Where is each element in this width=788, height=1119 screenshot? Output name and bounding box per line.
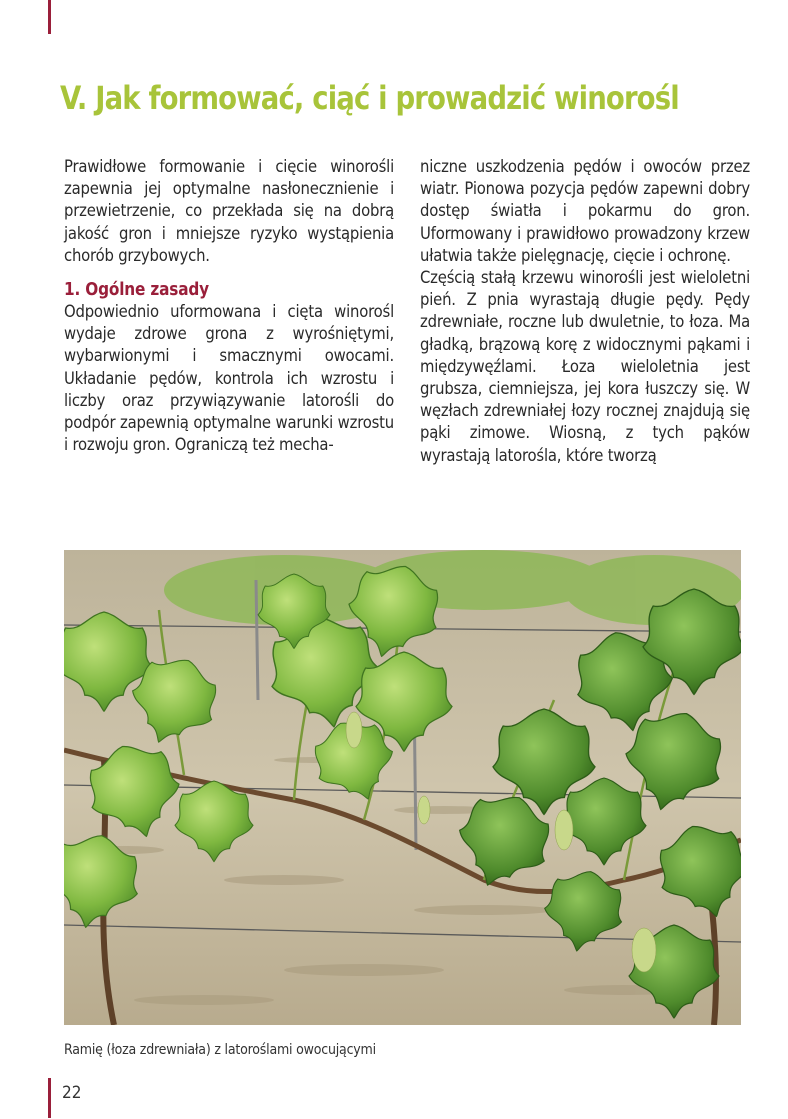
chapter-title: V. Jak formować, ciąć i prowadzić winorośl [60, 79, 679, 118]
section-paragraph-1-part-2: niczne uszkodzenia pędów i owoców przez wiatr. Pionowa pozycja pędów zapewni dobry dostęp światła i pokarmu do gron. Uformowany i prawidłowo prowadzony krzew ułatwia także pielęgnację, cięcie i ochronę. [420, 157, 750, 265]
text-column-right [420, 156, 750, 467]
text-column-left [64, 156, 394, 456]
margin-accent-bar-top [48, 0, 51, 34]
section-paragraph-1-part-1: Odpowiednio uformowana i cięta winorośl wydaje zdrowe grona z wyrośniętymi, wybarwionymi i smacznymi owocami. Układanie pędów, kontrola ich wzrostu i liczby oraz przywiązywanie latorośli do podpór zapewnią optymalne warunki wzrostu i rozwoju gron. Ograniczą też mecha- [64, 302, 394, 455]
section-paragraph-2: Częścią stałą krzewu winorośli jest wieloletni pień. Z pnia wyrastają długie pędy. Pędy zdrewniałe, roczne lub dwuletnie, to łoza. Ma gładką, brązową korę z widocznymi pąkami i międzywęźlami. Łoza wieloletnia jest grubsza, ciemniejsza, jej kora łuszczy się. W węzłach zdrewniałej łozy rocznej znajdują się pąki zimowe. Wiosną, z tych pąków wyrastają latorośla, które tworzą [420, 268, 750, 465]
vineyard-photo [64, 550, 741, 1025]
margin-accent-bar-bottom [48, 1078, 51, 1118]
intro-paragraph: Prawidłowe formowanie i cięcie winorośli zapewnia jej optymalne nasłonecznienie i przewietrzenie, co przekłada się na dobrą jakość gron i mniejsze ryzyko wystąpienia chorób grzybowych. [64, 157, 394, 265]
section-heading: 1. Ogólne zasady [64, 279, 209, 301]
grapevine-illustration [64, 550, 741, 1025]
photo-caption: Ramię (łoza zdrewniała) z latoroślami owocującymi [64, 1042, 376, 1058]
page-number: 22 [62, 1083, 82, 1103]
